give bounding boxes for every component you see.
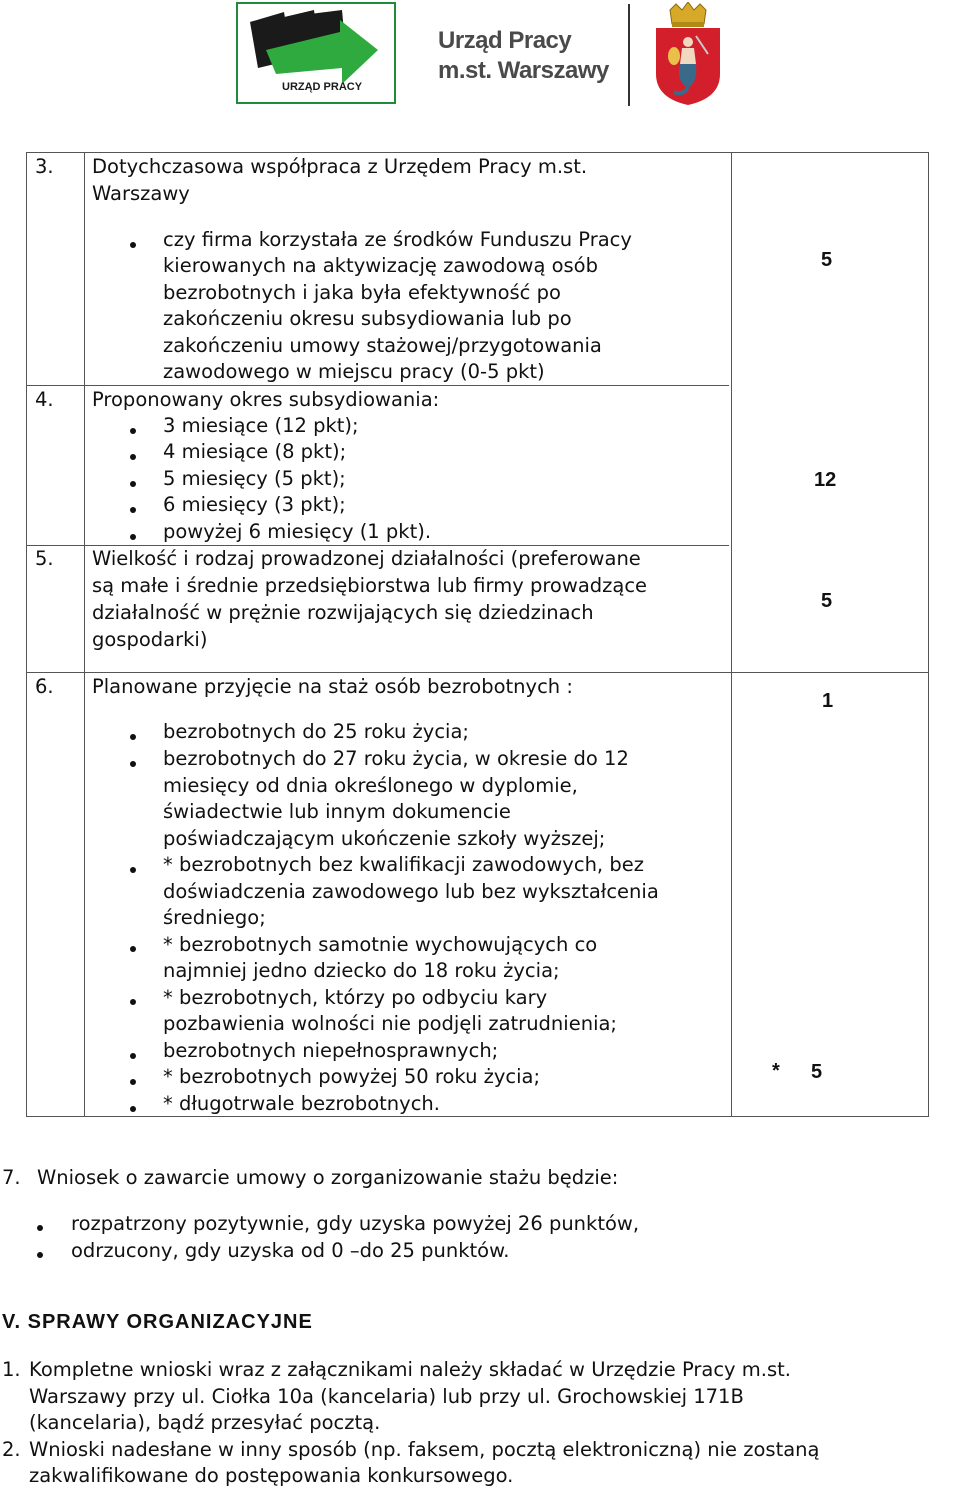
row-4-score: 12 — [814, 469, 837, 491]
office-name-line2: m.st. Warszawy — [438, 57, 609, 84]
row-6-title: Planowane przyjęcie na staż osób bezrobotnych : — [92, 675, 573, 698]
row-6-text-line: * bezrobotnych samotnie wychowujących co — [163, 933, 598, 956]
row-5-line: Wielkość i rodzaj prowadzonej działalności (preferowane — [92, 547, 641, 570]
row-3-number: 3. — [35, 155, 54, 178]
row-6-text-line: miesięcy od dnia określonego w dyplomie, — [163, 774, 578, 797]
logo-divider — [628, 4, 630, 106]
row-3-score: 5 — [821, 249, 833, 271]
row-3-text-line: kierowanych na aktywizację zawodową osób — [163, 254, 598, 277]
section-v-item-1-number: 1. — [2, 1358, 21, 1381]
section-v-item-1-line: (kancelaria), bądź przesyłać pocztą. — [29, 1411, 381, 1434]
row-4-option: 4 miesiące (8 pkt); — [163, 440, 347, 463]
section-v-heading: V. SPRAWY ORGANIZACYJNE — [2, 1311, 313, 1333]
section-7-number: 7. — [2, 1166, 21, 1189]
row-6-text-line: poświadczającym ukończenie szkoły wyższej; — [163, 827, 606, 850]
bullet-dot — [130, 1079, 136, 1085]
urzad-pracy-logo — [236, 2, 396, 104]
row-6-text-line: bezrobotnych do 25 roku życia; — [163, 720, 469, 743]
row-3-text-line: zakończeniu okresu subsydiowania lub po — [163, 307, 572, 330]
row-6-text-line: doświadczenia zawodowego lub bez wykształcenia — [163, 880, 659, 903]
bullet-dot — [130, 946, 136, 952]
row-5-number: 5. — [35, 547, 54, 570]
row-4-number: 4. — [35, 388, 54, 411]
row-6-number: 6. — [35, 675, 54, 698]
section-v-item-1-line: Kompletne wnioski wraz z załącznikami należy składać w Urzędzie Pracy m.st. — [29, 1358, 791, 1381]
section-v-item-1-line: Warszawy przy ul. Ciołka 10a (kancelaria) lub przy ul. Grochowskiej 171B — [29, 1385, 744, 1408]
office-name-line1: Urząd Pracy — [438, 27, 572, 54]
row-6-text-line: bezrobotnych do 27 roku życia, w okresie do 12 — [163, 747, 629, 770]
row-3-title-line2: Warszawy — [92, 182, 190, 205]
row-4-option: 6 miesięcy (3 pkt); — [163, 493, 346, 516]
row-5-line: są małe i średnie przedsiębiorstwa lub firmy prowadzące — [92, 574, 648, 597]
bullet-dot — [130, 481, 136, 487]
warsaw-crest-icon — [652, 2, 724, 106]
row-6-text-line: świadectwie lub innym dokumencie — [163, 800, 511, 823]
section-v-item-2-line: Wnioski nadesłane w inny sposób (np. faksem, pocztą elektroniczną) nie zostaną — [29, 1438, 820, 1461]
row-6-text-line: * długotrwale bezrobotnych. — [163, 1092, 440, 1115]
row-4-option: powyżej 6 miesięcy (1 pkt). — [163, 520, 432, 543]
row-3-title-line1: Dotychczasowa współpraca z Urzędem Pracy m.st. — [92, 155, 588, 178]
bullet-dot — [130, 999, 136, 1005]
bullet-dot — [130, 761, 136, 767]
section-7-text: Wniosek o zawarcie umowy o zorganizowanie stażu będzie: — [37, 1166, 619, 1189]
row-6-text-line: * bezrobotnych powyżej 50 roku życia; — [163, 1065, 541, 1088]
bullet-dot — [130, 428, 136, 434]
row-5-line: gospodarki) — [92, 628, 208, 651]
row-3-text-line: zawodowego w miejscu pracy (0-5 pkt) — [163, 360, 545, 383]
bullet-dot — [130, 734, 136, 740]
row-6-text-line: * bezrobotnych bez kwalifikacji zawodowych, bez — [163, 853, 644, 876]
bullet-dot — [130, 242, 136, 248]
row-6-text-line: * bezrobotnych, którzy po odbyciu kary — [163, 986, 548, 1009]
bullet-dot — [130, 534, 136, 540]
bullet-dot — [130, 1053, 136, 1059]
row-divider-5-6 — [27, 672, 928, 673]
bullet-dot — [130, 454, 136, 460]
section-7-outcome: odrzucony, gdy uzyska od 0 –do 25 punktów. — [71, 1239, 510, 1262]
table-col-divider-1 — [84, 153, 85, 1116]
office-name-logo-text — [438, 26, 609, 86]
bullet-dot — [130, 507, 136, 513]
row-6-score-value: 5 — [811, 1061, 823, 1083]
bullet-dot — [37, 1252, 43, 1258]
row-3-text-line: czy firma korzystała ze środków Funduszu Pracy — [163, 228, 632, 251]
row-5-line: działalność w prężnie rozwijających się dziedzinach — [92, 601, 594, 624]
row-3-text-line: bezrobotnych i jaka była efektywność po — [163, 281, 561, 304]
row-4-title: Proponowany okres subsydiowania: — [92, 388, 440, 411]
section-v-item-2-number: 2. — [2, 1438, 21, 1461]
table-col-divider-2 — [731, 153, 732, 1116]
row-3-text-line: zakończeniu umowy stażowej/przygotowania — [163, 334, 602, 357]
bullet-dot — [130, 1106, 136, 1112]
row-6-text-line: średniego; — [163, 906, 266, 929]
bullet-dot — [130, 867, 136, 873]
row-6-text-line: najmniej jedno dziecko do 18 roku życia; — [163, 959, 560, 982]
svg-text:URZĄD PRACY: URZĄD PRACY — [282, 81, 363, 93]
row-4-option: 5 miesięcy (5 pkt); — [163, 467, 346, 490]
row-6-text-line: bezrobotnych niepełnosprawnych; — [163, 1039, 499, 1062]
bullet-dot — [37, 1225, 43, 1231]
row-6-score: 1 — [822, 690, 834, 712]
row-5-score: 5 — [821, 590, 833, 612]
section-7-outcome: rozpatrzony pozytywnie, gdy uzyska powyżej 26 punktów, — [71, 1212, 640, 1235]
row-4-option: 3 miesiące (12 pkt); — [163, 414, 359, 437]
row-6-text-line: pozbawienia wolności nie podjęli zatrudnienia; — [163, 1012, 618, 1035]
row-6-score-star: * — [772, 1060, 780, 1082]
section-v-item-2-line: zakwalifikowane do postępowania konkursowego. — [29, 1464, 514, 1487]
